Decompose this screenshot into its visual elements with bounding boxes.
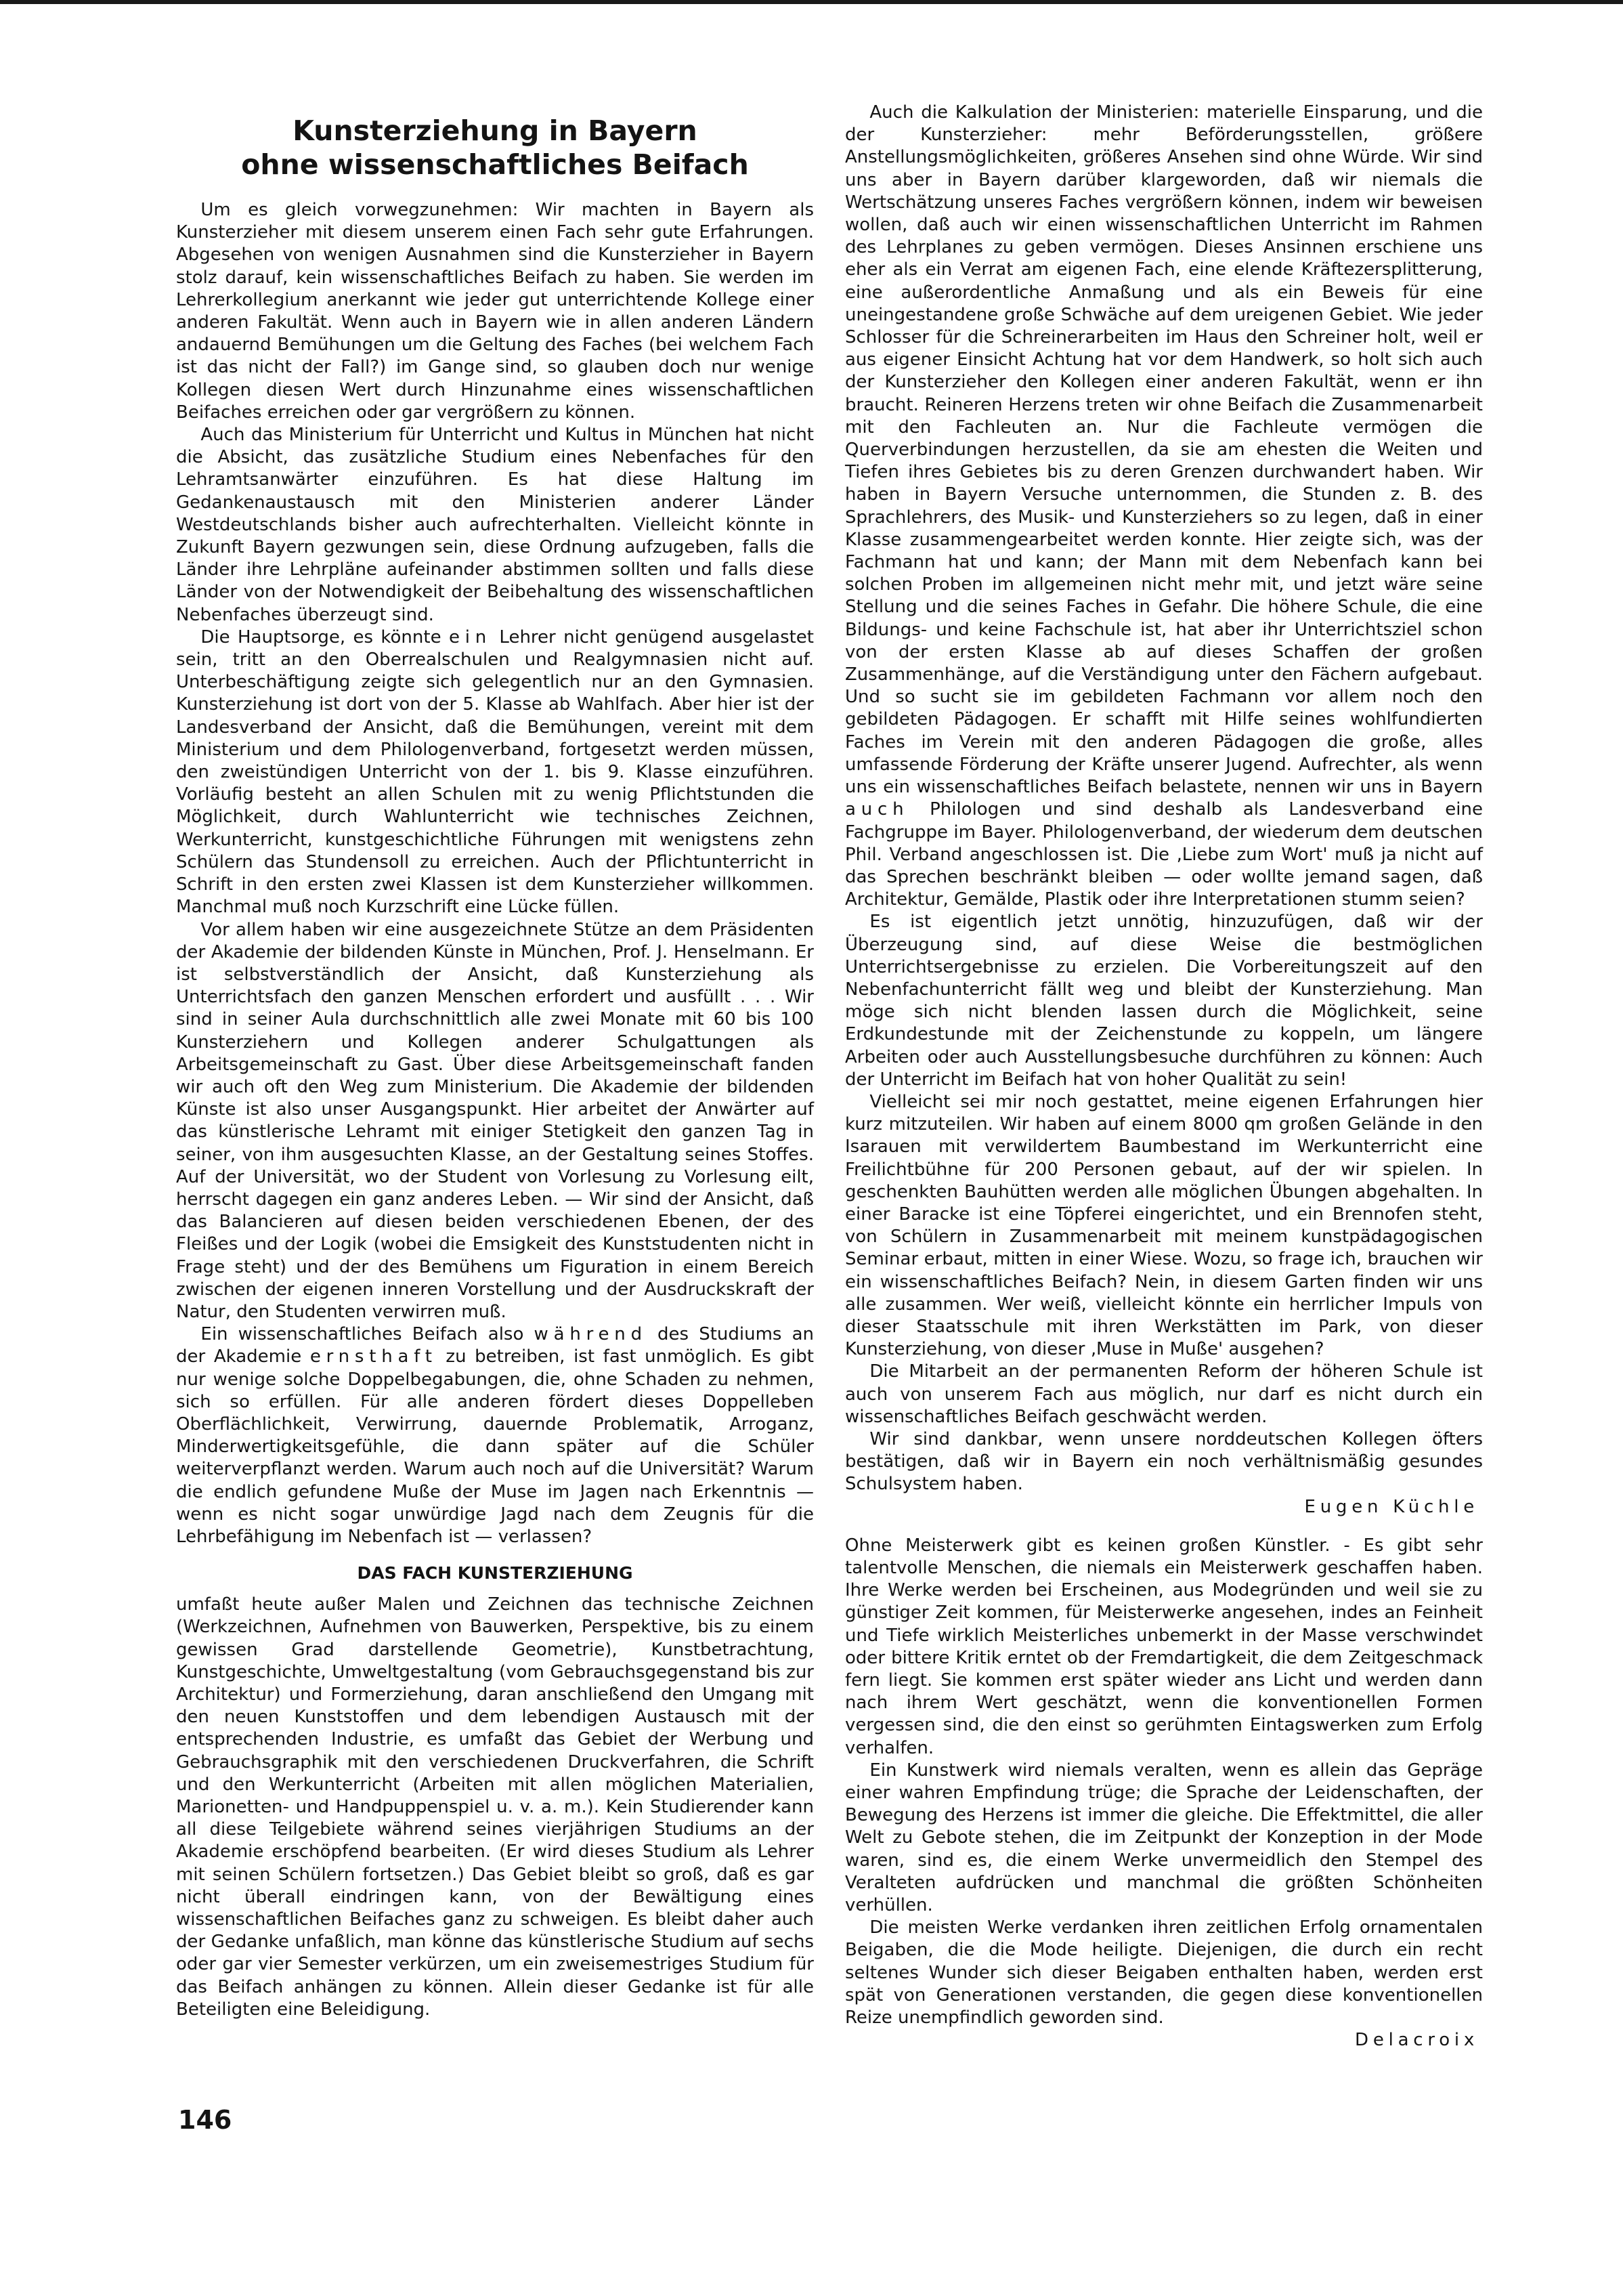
text-run: Auch die Kalkulation der Ministerien: materielle Einsparung, und die der Kunsterzieher: mehr Beförderungsstellen, größere Anstellungsmöglichkeiten, größeres Ansehen sind ohne Würde. Wir sind uns aber in Bayern darüber klargeworden, daß wir niemals die Wertschätzung unseres Faches vergrößern können, indem wir beweisen wollen, daß auch wir einen wissenschaftlichen Unterricht im Rahmen des Lehrplanes zu geben vermögen. Dieses Ansinnen erschiene uns eher als ein Verrat am eigenen Fach, eine elende Kräftezersplitterung, eine außerordentliche Anmaßung und als ein Beweis für eine uneingestandene große Schwäche auf dem ureigenen Gebiet. Wie jeder Schlosser für die Schreinerarbeiten im Haus den Schreiner holt, weil er aus eigener Einsicht Achtung hat vor dem Handwerk, so holt sich auch der Kunsterzieher den Kollegen einer anderen Fakultät, wenn er ihn braucht. Reineren Herzens treten wir ohne Beifach die Zusammenarbeit mit den Fachleuten an. Nur die Fachleute vermögen die Querverbindungen herzustellen, da sie am ehesten die Weiten und Tiefen ihres Gebietes bis zu deren Grenzen durchwandert haben. Wir haben in Bayern Versuche unternommen, die Stunden z. B. des Sprachlehrers, des Musik- und Kunsterziehers so zu legen, daß in einer Klasse zusammengearbeitet werden konnte. Hier zeigte sich, was der Fachmann hat und kann; der Mann mit dem Nebenfach kann bei solchen Proben im allgemeinen nicht mehr mit, und jetzt wäre seine Stellung und die seines Faches in Gefahr. Die höhere Schule, die eine Bildungs- und keine Fachschule ist, hat aber ihr Unterrichtsziel schon von der ersten Klasse ab auf dieses Schaffen der großen Zusammenhänge, auf die Verständigung unter den Fächern aufgebaut. Und so sucht sie im gebildeten Fachmann vor allem noch den gebildeten Pädagogen. Er schafft mit Hilfe seines wohlfundierten Faches im Verein mit den anderen Pädagogen die große, alles umfassende Förderung der Kräfte unserer Jugend. Aufrechter, als wenn uns ein wissenschaftliches Beifach belastete, nennen wir uns in Bayern: [845, 102, 1483, 798]
left-column: [176, 102, 814, 2021]
section-heading: DAS FACH KUNSTERZIEHUNG: [357, 1563, 633, 1583]
paragraph: Wir sind dankbar, wenn unsere norddeutschen Kollegen öfters bestätigen, daß wir in Bayern ein noch verhältnismäßig gesundes Schulsystem haben.: [845, 1428, 1483, 1495]
text-run: Philologen und sind deshalb als Landesverband eine Fachgruppe im Bayer. Philologenverband, der wiederum dem deutschen Phil. Verband angeschlossen ist. Die ‚Liebe zum Wort' muß ja nicht auf das Sprechen beschränkt bleiben — oder wollte jemand sagen, daß Architektur, Gemälde, Plastik oder ihre Interpretationen stumm seien?: [845, 799, 1483, 910]
paragraph: umfaßt heute außer Malen und Zeichnen das technische Zeichnen (Werkzeichnen, Aufnehmen von Bauwerken, Perspektive, bis zu einem gewissen Grad darstellende Geometrie), Kunstbetrachtung, Kunstgeschichte, Umweltgestaltung (vom Gebrauchsgegenstand bis zur Architektur) und Formerziehung, daran anschließend den Umgang mit den neuen Kunststoffen und dem lebendigen Austausch mit der entsprechenden Industrie, es umfaßt das Gebiet der Werbung und Gebrauchsgraphik mit den verschiedenen Druckverfahren, die Schrift und den Werkunterricht (Arbeiten mit allen möglichen Materialien, Marionetten- und Handpuppenspiel u. v. a. m.). Kein Studierender kann all diese Teilgebiete während seines vierjährigen Studiums an der Akademie erschöpfend bearbeiten. (Er wird dieses Studium als Lehrer mit seinen Schülern fortsetzen.) Das Gebiet bleibt so groß, daß es gar nicht überall eindringen kann, von der Bewältigung eines wissenschaftlichen Beifaches ganz zu schweigen. Es bleibt daher auch der Gedanke unfaßlich, man könne das künstlerische Studium auf sechs oder gar vier Semester verkürzen, um ein zweisemestriges Studium für das Beifach anhängen zu können. Allein dieser Gedanke ist für alle Beteiligten eine Beleidigung.: [176, 1594, 814, 2020]
spaced-emphasis: ernsthaft: [309, 1346, 437, 1367]
text-run: Ein wissenschaftliches Beifach also: [200, 1324, 534, 1345]
paragraph: [176, 626, 814, 919]
paragraph: Die Mitarbeit an der permanenten Reform der höheren Schule ist auch von unserem Fach aus möglich, nur darf es nicht durch ein wissenschaftliches Beifach geschwächt werden.: [845, 1361, 1483, 1427]
paragraph: Vor allem haben wir eine ausgezeichnete Stütze an dem Präsidenten der Akademie der bildenden Künste in München, Prof. J. Henselmann. Er ist selbstverständlich der Ansicht, daß Kunsterziehung als Unterrichtsfach den ganzen Menschen erfordert und ausfüllt . . . Wir sind in seiner Aula durchschnittlich alle zwei Monate mit 60 bis 100 Kunsterziehern und Kollegen anderer Schulgattungen als Arbeitsgemeinschaft zu Gast. Über diese Arbeitsgemeinschaft fanden wir auch oft den Weg zum Ministerium. Die Akademie der bildenden Künste ist also unser Ausgangspunkt. Hier arbeitet der Anwärter auf das künstlerische Lehramt mit einiger Stetigkeit den ganzen Tag in seiner, von ihm ausgesuchten Klasse, an der Gestaltung seines Stoffes. Auf der Universität, wo der Student von Vorlesung zu Vorlesung eilt, herrscht dagegen ein ganz anderes Leben. — Wir sind der Ansicht, daß das Balancieren auf diesen beiden verschiedenen Ebenen, der des Fleißes und der Logik (wobei die Emsigkeit des Kunststudenten nicht in Frage steht) und der des Bemühens um Figuration in einem Bereich zwischen der eigenen inneren Vorstellung und der Ausdruckskraft der Natur, den Studenten verwirren muß.: [176, 919, 814, 1322]
quote-paragraph: Ohne Meisterwerk gibt es keinen großen Künstler. - Es gibt sehr talentvolle Menschen, die niemals ein Meisterwerk geschaffen haben. Ihre Werke werden bei Erscheinen, aus Modegründen und weil sie zu günstiger Zeit kommen, für Meisterwerke angesehen, indes an Feinheit und Tiefe wirklich Meisterliches unbemerkt in der Masse verschwindet oder bittere Kritik erntet ob der Fremdartigkeit, die dem Zeitgeschmack fern liegt. Sie kommen erst später wieder ans Licht und werden dann nach ihrem Wert geschätzt, wenn die konventionellen Formen vergessen sind, die den einst so gerühmten Eintagswerken zum Erfolg verhalfen.: [845, 1535, 1483, 1758]
spaced-emphasis: auch: [845, 799, 909, 820]
page-number: 146: [178, 2105, 232, 2135]
article-author: Eugen Küchle: [1304, 1496, 1479, 1517]
paragraph: Vielleicht sei mir noch gestattet, meine eigenen Erfahrungen hier kurz mitzuteilen. Wir haben auf einem 8000 qm großen Gelände in den Isarauen mit verwildertem Baumbestand im Werkunterricht eine Freilichtbühne für 200 Personen gebaut, auf der wir spielen. In geschenkten Bauhütten werden alle möglichen Übungen abgehalten. In einer Baracke ist eine Töpferei eingerichtet, und ein Brennofen steht, von Schülern in Zusammenarbeit mit meinem kunstpädagogischen Seminar erbaut, mitten in einer Wiese. Wozu, so frage ich, brauchen wir ein wissenschaftliches Beifach? Nein, in diesem Garten finden wir uns alle zusammen. Wer weiß, vielleicht könnte ein herrlicher Impuls von dieser Staatsschule mit ihren Werkstätten im Park, von dieser Kunsterziehung, von dieser ‚Muse in Muße' ausgehen?: [845, 1091, 1483, 1360]
text-run: Lehrer nicht genügend ausgelastet sein, tritt an den Oberrealschulen und Realgymnasien nicht auf. Unterbeschäftigung zeigte sich gelegentlich nur an den Gymnasien. Kunsterziehung ist dort von der 5. Klasse ab Wahlfach. Aber hier ist der Landesverband der Ansicht, daß die Bemühungen, vereint mit dem Ministerium und dem Philologenverband, fortgesetzt werden müssen, den zweistündigen Unterricht von der 1. bis 9. Klasse einzuführen. Vorläufig besteht an allen Schulen mit zu wenig Pflichtstunden die Möglichkeit, durch Wahlunterricht wie technisches Zeichnen, Werkunterricht, kunstgeschichtliche Führungen mit wenigstens zehn Schülern das Stundensoll zu erreichen. Auch der Pflichtunterricht in Schrift in den ersten zwei Klassen ist dem Kunsterzieher willkommen. Manchmal muß noch Kurzschrift eine Lücke füllen.: [176, 626, 814, 918]
article-title: [176, 114, 814, 182]
quote-author: Delacroix: [1355, 2030, 1479, 2051]
article-title-line2: ohne wissenschaftliches Beifach: [241, 148, 749, 181]
paragraph: Es ist eigentlich jetzt unnötig, hinzuzufügen, daß wir der Überzeugung sind, auf diese Weise die bestmöglichen Unterrichtsergebnisse zu erzielen. Die Vorbereitungszeit auf den Nebenfachunterricht fällt weg und bleibt der Kunsterziehung. Man möge sich nicht blenden lassen durch die Möglichkeit, seine Erdkundestunde mit der Zeichenstunde zu koppeln, um längere Arbeiten oder auch Ausstellungsbesuche durchführen zu können: Auch der Unterricht im Beifach hat von hoher Qualität zu sein!: [845, 912, 1483, 1090]
spacer: [845, 1518, 1483, 1535]
quote-paragraph: Ein Kunstwerk wird niemals veralten, wenn es allein das Gepräge einer wahren Empfindung trüge; die Sprache der Leidenschaften, der Bewegung des Herzens ist immer die gleiche. Die Effektmittel, die aller Welt zu Gebote stehen, die im Zeitpunkt der Konzeption in der Mode waren, sind es, die einem Werke unvermeidlich den Stempel des Veralteten aufdrücken und manchmal die größten Schönheiten verhüllen.: [845, 1760, 1483, 1916]
spaced-emphasis: während: [534, 1324, 647, 1345]
text-run: Die Hauptsorge, es könnte: [200, 626, 449, 647]
paragraph: Auch das Ministerium für Unterricht und Kultus in München hat nicht die Absicht, das zusätzliche Studium eines Nebenfaches für den Lehramtsanwärter einzuführen. Es hat diese Haltung im Gedankenaustausch mit den Ministerien anderer Länder Westdeutschlands bisher auch aufrechterhalten. Vielleicht könnte in Zukunft Bayern gezwungen sein, diese Ordnung aufzugeben, falls die Länder ihre Lehrpläne aufeinander abstimmen sollten und falls diese Länder von der Notwendigkeit der Beibehaltung des wissenschaftlichen Nebenfaches überzeugt sind.: [176, 425, 814, 625]
paragraph: Um es gleich vorwegzunehmen: Wir machten in Bayern als Kunsterzieher mit diesem unserem einen Fach sehr gute Erfahrungen. Abgesehen von wenigen Ausnahmen sind die Kunsterzieher in Bayern stolz darauf, kein wissenschaftliches Beifach zu haben. Sie werden im Lehrerkollegium anerkannt wie jeder gut unterrichtende Kollege einer anderen Fakultät. Wenn auch in Bayern wie in allen anderen Ländern andauernd Bemühungen um die Geltung des Faches (bei welchem Fach ist das nicht der Fall?) im Gange sind, so glauben doch nur wenige Kollegen diesen Wert durch Hinzunahme eines wissenschaftlichen Beifaches erreichen oder gar vergrößern zu können.: [176, 200, 814, 423]
page-top-edge: [0, 0, 1623, 4]
text-run: zu betreiben, ist fast unmöglich. Es gibt nur wenige solche Doppelbegabungen, die, ohne Schaden zu nehmen, sich so erfüllen. Für alle anderen fördert dieses Doppelleben Oberflächlichkeit, Verwirrung, dauernde Problematik, Arroganz, Minderwertigkeitsgefühle, die dann später auf die Schüler weiterverpflanzt werden. Warum auch noch auf die Universität? Warum die endlich gefundene Muße der Muse im Jagen nach Erkenntnis — wenn es nicht sogar unwürdige Jagd nach dem Zeugnis für die Lehrbefähigung im Nebenfach ist — verlassen?: [176, 1346, 814, 1547]
right-column: [845, 102, 1483, 2051]
text-run: des Studiums an der Akademie: [176, 1324, 814, 1367]
spaced-emphasis: ein: [448, 626, 492, 647]
article-title-line1: Kunsterziehung in Bayern: [293, 114, 697, 147]
paragraph: [176, 1323, 814, 1548]
paragraph: [845, 102, 1483, 911]
quote-paragraph: Die meisten Werke verdanken ihren zeitlichen Erfolg ornamentalen Beigaben, die die Mode heiligte. Diejenigen, die durch ein recht seltenes Wunder sich dieser Beigaben enthalten haben, werden erst spät von Generationen verstanden, die gegen diese konventionellen Reize unempfindlich geworden sind.: [845, 1917, 1483, 2028]
